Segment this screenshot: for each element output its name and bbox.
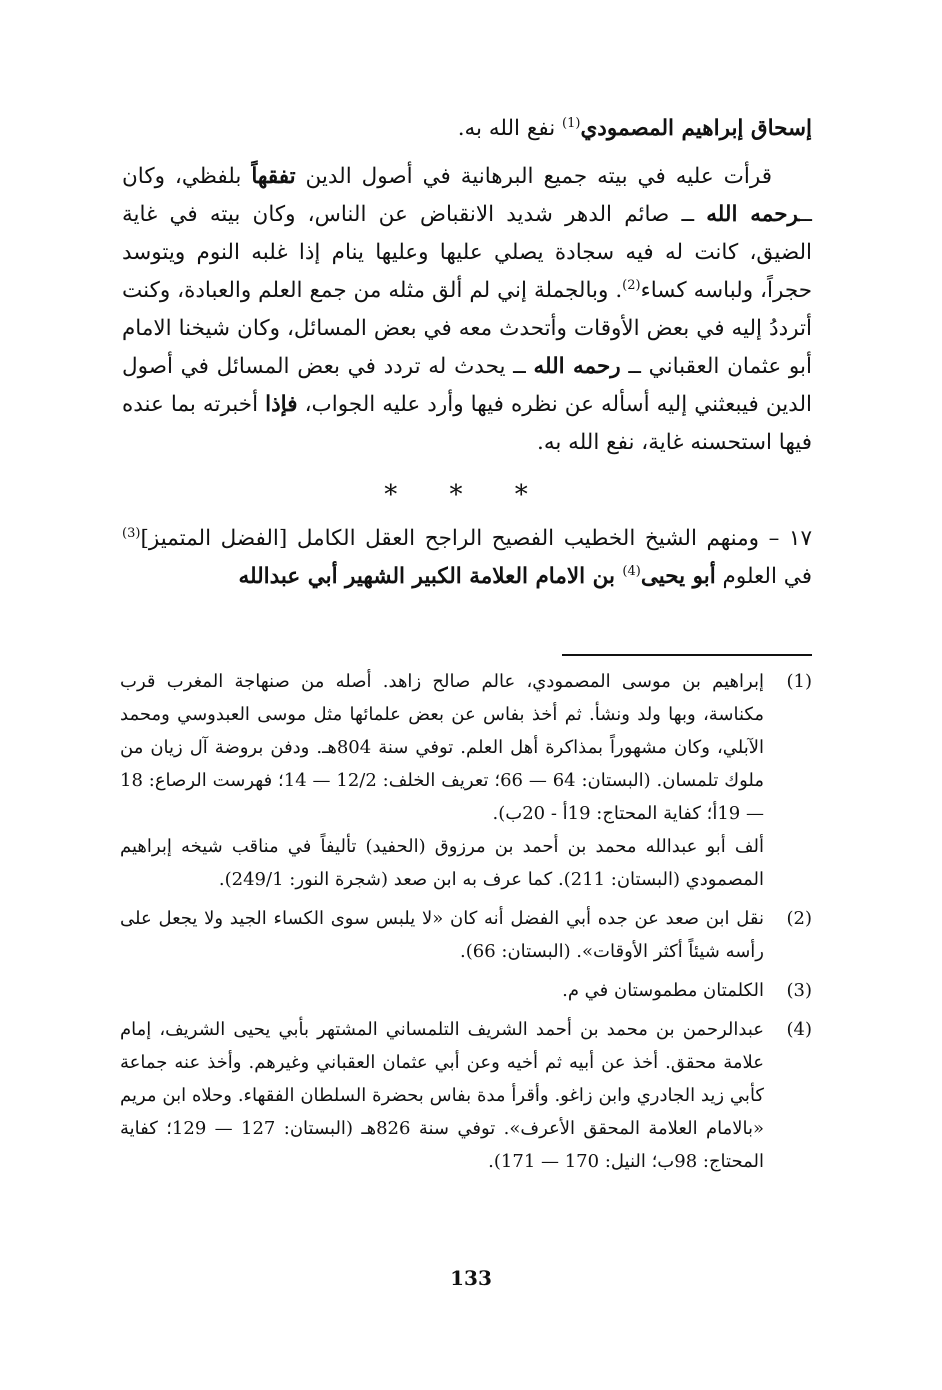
person-name-bold: إسحاق إبراهيم المصمودي	[580, 116, 812, 141]
bold-text: رحمه الله	[706, 202, 800, 227]
footnote-number: (3)	[786, 980, 812, 1001]
footnote-text: نقل ابن صعد عن جده أبي الفضل أنه كان «لا يلبس سوى الكساء الجيد ولا يجعل على رأسه شيئاً أكثر الأوقات». (البستان: 66).	[120, 908, 764, 962]
paragraph-text: قرأت عليه في بيته جميع البرهانية في أصول الدين	[295, 164, 772, 189]
bold-text: تفقهاً	[251, 164, 296, 189]
footnote	[120, 902, 812, 968]
footnote-text: إبراهيم بن موسى المصمودي، عالم صالح زاهد. أصله من صنهاجة المغرب قرب مكناسة، وبها ولد ونشأ. ثم أخذ بفاس عن بعض علمائها مثل موسى العبدوسي ومحمد الآبلي، وكان مشهوراً بمذاكرة أهل العلم. توفي سنة 804هـ. ودفن بروضة آل زيان من ملوك تلمسان. (البستان: 64 — 66؛ تعريف الخلف: 12/2 — 14؛ فهرست الرصاع: 18 — 19أ؛ كفاية المحتاج: 19أ - 20ب).	[120, 671, 764, 824]
footnote-number: (4)	[786, 1019, 812, 1040]
page-number: 133	[450, 1266, 492, 1290]
footnote-text: ألف أبو عبدالله محمد بن أحمد بن مرزوق (الحفيد) تأليفاً في مناقب شيخه إبراهيم المصمودي (البستان: 211). كما عرف به ابن صعد (شجرة النور: 249/1).	[120, 836, 764, 890]
paragraph	[122, 158, 812, 462]
footnote	[120, 1013, 812, 1178]
paragraph-text: بلفظي، وكان ــ	[122, 164, 812, 227]
main-text	[122, 110, 812, 596]
paragraph-text: ــ يحدث له تردد في بعض المسائل في أصول الدين فيبعثني إليه أسأله عن نظره فيها وأرد عليه الجواب،	[122, 354, 812, 417]
footnote	[120, 665, 812, 896]
section-separator: * * *	[384, 480, 550, 510]
bold-text: بن الامام العلامة الكبير الشهير أبي عبدالله	[238, 564, 623, 589]
paragraph-text: . وبالجملة إني لم ألق مثله من جمع العلم والعبادة، وكنت أترددُ إليه في بعض الأوقات وأتحدث معه في بعض المسائل، وكان شيخنا الامام أبو عثمان العقباني ــ	[122, 278, 812, 379]
footnote-ref: (4)	[622, 563, 641, 579]
heading-text: نفع الله به.	[457, 116, 563, 141]
bold-text: أبو يحيى	[640, 564, 716, 589]
footnote-ref: (3)	[122, 525, 141, 541]
footnote	[120, 974, 812, 1007]
bold-text: فإذا	[265, 392, 298, 417]
footnote-text: عبدالرحمن بن محمد بن أحمد الشريف التلمساني المشتهر بأبي يحيى الشريف، إمام علامة محقق. أخذ عن أبيه ثم أخيه وعن أبي عثمان العقباني وغيرهم. وأخذ عنه جماعة كأبي زيد الجادري وابن زاغو. وأقرأ مدة بفاس بحضرة السلطان الفقهاء. وحلاه ابن مريم «بالامام العلامة المحقق الأعرف». توفي سنة 826هـ (البستان: 127 — 129؛ كفاية المحتاج: 98ب؛ النيل: 170 — 171).	[120, 1019, 764, 1172]
footnote-ref: (1)	[562, 115, 581, 131]
footnote-number: (1)	[786, 671, 812, 692]
paragraph	[122, 520, 812, 596]
paragraph-text: ١٧ – ومنهم الشيخ الخطيب الفصيح الراجح العقل الكامل [الفضل المتميز]	[140, 526, 812, 551]
footnote-divider	[562, 654, 812, 656]
footnotes	[120, 665, 812, 1184]
footnote-number: (2)	[786, 908, 812, 929]
footnote-ref: (2)	[622, 277, 641, 293]
bold-text: رحمه الله	[533, 354, 621, 379]
paragraph-text: ــ صائم الدهر شديد الانقباض عن الناس، وكان بيته في غاية الضيق، كانت له فيه سجادة يصلي عليها وعليها ينام إذا غلبه النوم ويتوسد حجراً، ولباسه كساء	[122, 202, 813, 303]
footnote-text: الكلمتان مطموستان في م.	[562, 980, 764, 1001]
paragraph-text: أخبرته بما عنده فيها استحسنه غاية، نفع الله به.	[122, 392, 812, 455]
heading-line	[122, 110, 812, 148]
paragraph-text: في العلوم	[715, 564, 812, 589]
